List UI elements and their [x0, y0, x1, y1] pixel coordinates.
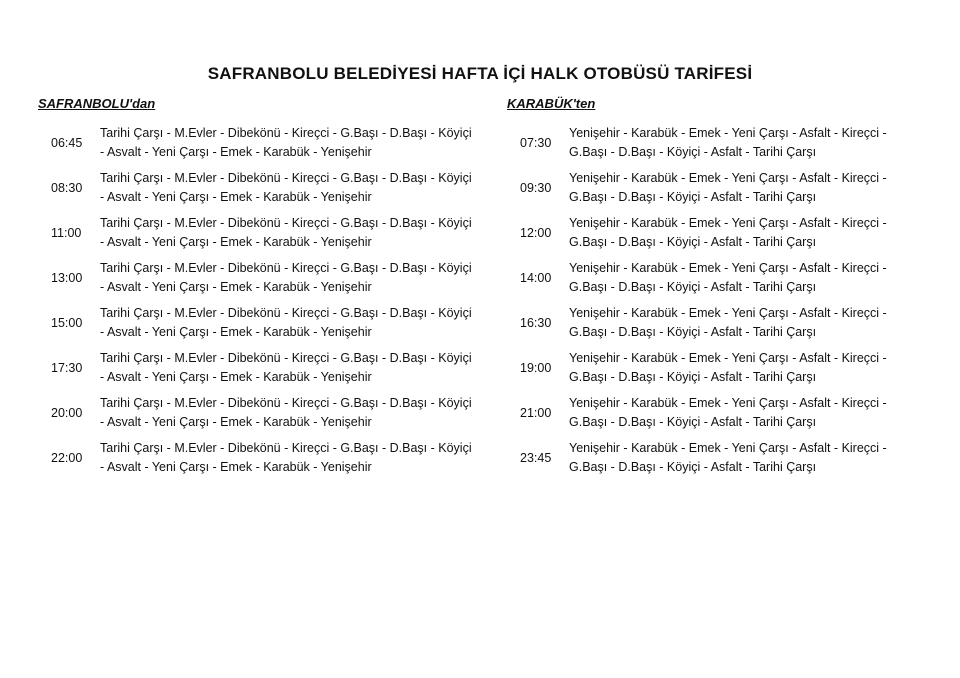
route-stops: Yenişehir - Karabük - Emek - Yeni Çarşı - Asfalt - Kireçci - G.Başı - D.Başı - Köyiçi - Asfalt - Tarihi Çarşı	[569, 260, 887, 294]
route-stops: Yenişehir - Karabük - Emek - Yeni Çarşı - Asfalt - Kireçci - G.Başı - D.Başı - Köyiçi - Asfalt - Tarihi Çarşı	[569, 350, 887, 384]
table-row	[507, 345, 927, 390]
table-row	[38, 210, 478, 255]
departure-time: 08:30	[51, 180, 83, 195]
table-row	[507, 300, 927, 345]
table-row	[38, 345, 478, 390]
route-stops: Yenişehir - Karabük - Emek - Yeni Çarşı - Asfalt - Kireçci - G.Başı - D.Başı - Köyiçi - Asfalt - Tarihi Çarşı	[569, 305, 887, 339]
table-row	[507, 210, 927, 255]
departure-time: 07:30	[520, 135, 552, 150]
table-row	[507, 435, 927, 480]
route-stops: Yenişehir - Karabük - Emek - Yeni Çarşı - Asfalt - Kireçci - G.Başı - D.Başı - Köyiçi - Asfalt - Tarihi Çarşı	[569, 440, 887, 474]
table-row	[507, 120, 927, 165]
route-stops: Tarihi Çarşı - M.Evler - Dibekönü - Kireçci - G.Başı - D.Başı - Köyiçi - Asvalt - Yeni Çarşı - Emek - Karabük - Yenişehir	[100, 440, 472, 474]
departure-time: 06:45	[51, 135, 83, 150]
table-row	[38, 165, 478, 210]
route-stops: Yenişehir - Karabük - Emek - Yeni Çarşı - Asfalt - Kireçci - G.Başı - D.Başı - Köyiçi - Asfalt - Tarihi Çarşı	[569, 215, 887, 249]
table-row	[507, 255, 927, 300]
left-column-heading: SAFRANBOLU'dan	[38, 96, 156, 111]
departure-time: 11:00	[51, 225, 82, 240]
departure-time: 23:45	[520, 450, 552, 465]
route-stops: Tarihi Çarşı - M.Evler - Dibekönü - Kireçci - G.Başı - D.Başı - Köyiçi - Asvalt - Yeni Çarşı - Emek - Karabük - Yenişehir	[100, 170, 472, 204]
route-stops: Tarihi Çarşı - M.Evler - Dibekönü - Kireçci - G.Başı - D.Başı - Köyiçi - Asvalt - Yeni Çarşı - Emek - Karabük - Yenişehir	[100, 305, 472, 339]
table-row	[38, 300, 478, 345]
departure-time: 14:00	[520, 270, 552, 285]
right-schedule-table	[507, 120, 927, 480]
departure-time: 21:00	[520, 405, 552, 420]
route-stops: Tarihi Çarşı - M.Evler - Dibekönü - Kireçci - G.Başı - D.Başı - Köyiçi - Asvalt - Yeni Çarşı - Emek - Karabük - Yenişehir	[100, 350, 472, 384]
table-row	[507, 165, 927, 210]
route-stops: Yenişehir - Karabük - Emek - Yeni Çarşı - Asfalt - Kireçci - G.Başı - D.Başı - Köyiçi - Asfalt - Tarihi Çarşı	[569, 170, 887, 204]
departure-time: 17:30	[51, 360, 83, 375]
left-schedule-table	[38, 120, 478, 480]
route-stops: Tarihi Çarşı - M.Evler - Dibekönü - Kireçci - G.Başı - D.Başı - Köyiçi - Asvalt - Yeni Çarşı - Emek - Karabük - Yenişehir	[100, 260, 472, 294]
page-title: SAFRANBOLU BELEDİYESİ HAFTA İÇİ HALK OTOBÜSÜ TARİFESİ	[207, 64, 753, 83]
departure-time: 12:00	[520, 225, 552, 240]
departure-time: 13:00	[51, 270, 83, 285]
route-stops: Tarihi Çarşı - M.Evler - Dibekönü - Kireçci - G.Başı - D.Başı - Köyiçi - Asvalt - Yeni Çarşı - Emek - Karabük - Yenişehir	[100, 215, 472, 249]
route-stops: Tarihi Çarşı - M.Evler - Dibekönü - Kireçci - G.Başı - D.Başı - Köyiçi - Asvalt - Yeni Çarşı - Emek - Karabük - Yenişehir	[100, 125, 472, 159]
departure-time: 16:30	[520, 315, 552, 330]
table-row	[38, 255, 478, 300]
departure-time: 15:00	[51, 315, 83, 330]
table-row	[38, 120, 478, 165]
table-row	[507, 390, 927, 435]
departure-time: 19:00	[520, 360, 552, 375]
route-stops: Yenişehir - Karabük - Emek - Yeni Çarşı - Asfalt - Kireçci - G.Başı - D.Başı - Köyiçi - Asfalt - Tarihi Çarşı	[569, 395, 887, 429]
departure-time: 09:30	[520, 180, 552, 195]
table-row	[38, 390, 478, 435]
right-column-heading: KARABÜK'ten	[507, 96, 596, 111]
table-row	[38, 435, 478, 480]
route-stops: Tarihi Çarşı - M.Evler - Dibekönü - Kireçci - G.Başı - D.Başı - Köyiçi - Asvalt - Yeni Çarşı - Emek - Karabük - Yenişehir	[100, 395, 472, 429]
departure-time: 22:00	[51, 450, 83, 465]
route-stops: Yenişehir - Karabük - Emek - Yeni Çarşı - Asfalt - Kireçci - G.Başı - D.Başı - Köyiçi - Asfalt - Tarihi Çarşı	[569, 125, 887, 159]
departure-time: 20:00	[51, 405, 83, 420]
